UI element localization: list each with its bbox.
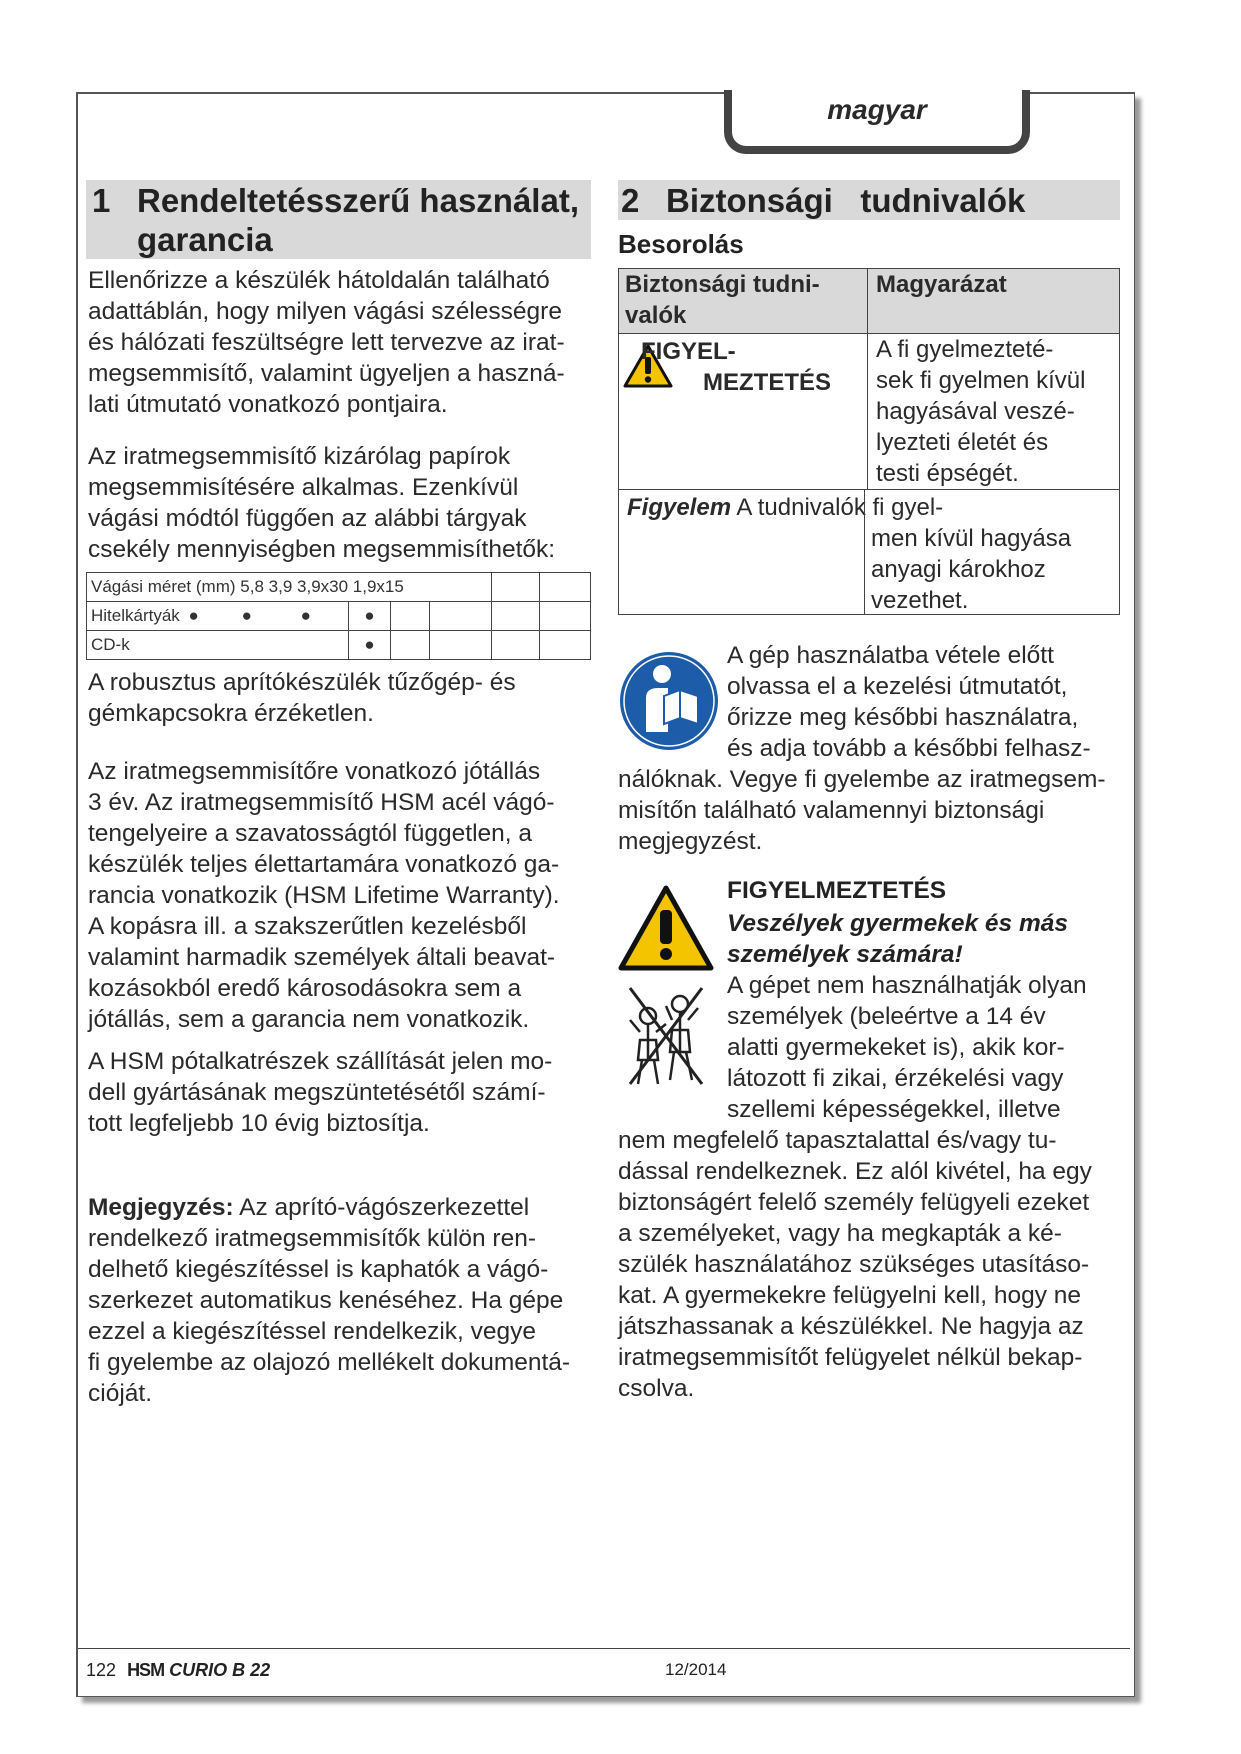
safety-classification-table [618,268,1120,615]
footer-date: 12/2014 [665,1660,727,1679]
table-cell [491,602,539,631]
section-1-title-line1: Rendeltetésszerű használat, [137,182,579,219]
table-cell: Hitelkártyák ● ● ● [87,602,349,631]
section-1-note: Megjegyzés: Az aprító-vágószerkezettel rendelkező iratmegsemmisítők külön ren- delhető kiegészítéssel is kaphatók a vágó- szerkezet automatikus kenéséhez. Ha gépe ezzel a kiegészítéssel rendelkezik, vegye fi gyelembe az olajozó mellékelt dokumentá- cióját. [88,1194,571,1407]
warning-text-full: nem megfelelő tapasztalattal és/vagy tu- dással rendelkeznek. Ez alól kivétel, ha egy biztonságért felelő személy felügyeli ezeket a személyeket, vagy ha megkapták a ké- szülék használatához szükséges utasításo- kat. A gyermekekre felügyelni kell, hogy ne játszhassanak a készülékkel. Ne hagyja az iratmegsemmisítőt felügyelet nélkül bekap- csolva. [618,1127,1092,1402]
note-label: Megjegyzés: [88,1194,234,1221]
table-cell: CD-k [87,631,349,660]
section-1 [86,180,591,1407]
section-2-heading [618,180,1120,220]
table-cell: ● [349,631,391,660]
table-row [619,334,1120,490]
table-cell [539,631,590,660]
section-1-heading [86,180,591,259]
warning-subtitle: Veszélyek gyermekek és más személyek számára! [727,910,1068,968]
table-row [87,602,591,631]
table-header-row [87,573,591,602]
table-cell [491,631,539,660]
warning-label-line2: MEZTETÉS [703,369,832,396]
section-1-para-1: Ellenőrizze a készülék hátoldalán található adattáblán, hogy milyen vágási szélességre és hálózati feszültségre lett tervezve az irat- megsemmisítő, valamint ügyeljen a haszná- lati útmutató vonatkozó pontjaira. [88,267,565,418]
table-cell: ● [349,602,391,631]
warning-triangle-icon [618,885,714,971]
table-cell [390,602,429,631]
section-1-para-3: A robusztus aprítókészülék tűzőgép- és gémkapcsokra érzéketlen. [88,669,516,727]
table-cell [539,602,590,631]
table-cell [390,631,429,660]
section-1-title-line2: garancia [137,221,273,258]
table-cell [430,631,492,660]
section-1-para-5: A HSM pótalkatrészek szállítását jelen mo- dell gyártásának megszüntetésétől számí- tott legfeljebb 10 évig biztosítja. [88,1048,553,1137]
manual-text-full: nálóknak. Vegye fi gyelembe az iratmegsem- misítőn található valamennyi biztonsági megjegyzést. [618,766,1106,855]
section-2 [618,180,1120,1402]
section-1-number: 1 [92,182,111,219]
table-header-row [619,269,1120,334]
table-row [619,490,1120,615]
table-cell [491,573,539,602]
shredding-capability-table [86,572,591,660]
table-cell [430,602,492,631]
table-header-cell: Magyarázat [868,269,1120,334]
section-2-subtitle: Besorolás [618,229,744,259]
model-name: CURIO B 22 [169,1660,271,1680]
section-1-para-2: Az iratmegsemmisítő kizárólag papírok megsemmisítésére alkalmas. Ezenkívül vágási módtól függően az alábbi tárgyak csekély mennyiségben megsemmisíthetők: [88,443,556,563]
no-children-icon [622,980,708,1090]
manual-text-wrapped: A gép használatba vétele előtt olvassa el a kezelési útmutatót, őrizze meg későbbi használatra, és adja tovább a későbbi felhasz- [727,642,1091,762]
warning-title: FIGYELMEZTETÉS [727,877,947,904]
section-1-para-4: Az iratmegsemmisítőre vonatkozó jótállás 3 év. Az iratmegsemmisítő HSM acél vágó- tengelyeire a szavatosságtól független, a készülék teljes élettartamára vonatkozó ga- rancia vonatkozik (HSM Lifetime Warranty). A kopásra ill. a szakszerűtlen kezelésből valamint harmadik személyek általi beavat- kozásokból eredő károsodásokra sem a jótállás, sem a garancia nem vonatkozik. [88,758,560,1033]
warning-label-line1: FIGYEL- [641,338,736,365]
section-2-number: 2 [621,182,640,219]
attention-label: Figyelem [627,494,732,521]
page-number: 122 [86,1660,117,1680]
table-cell [539,573,590,602]
footer-left [86,1660,270,1681]
read-manual-icon [618,650,720,752]
table-header-cell: Biztonsági tudni- valók [619,269,868,334]
warning-text-wrapped: A gépet nem használhatják olyan személyek (beleértve a 14 év alatti gyermekeket is), akik kor- látozott fi zikai, érzékelési vagy szellemi képességekkel, illetve [727,972,1087,1123]
table-header-cell: Vágási méret (mm) 5,8 3,9 3,9x30 1,9x15 [87,573,492,602]
section-2-title: Biztonsági tudnivalók [666,182,1026,219]
table-cell: A fi gyelmezteté- sek fi gyelmen kívül hagyásával veszé- lyezteti életét és testi épségét. [868,334,1120,490]
footer-divider [78,1648,1130,1649]
table-cell: Figyelem A tudnivalók fi gyel- men kívül hagyása anyagi károkhoz vezethet. [619,490,1120,615]
table-row [87,631,591,660]
language-label: magyar [827,94,927,125]
brand-logo: HSM [127,1660,165,1680]
table-cell [619,334,868,490]
language-tab [724,90,1030,154]
